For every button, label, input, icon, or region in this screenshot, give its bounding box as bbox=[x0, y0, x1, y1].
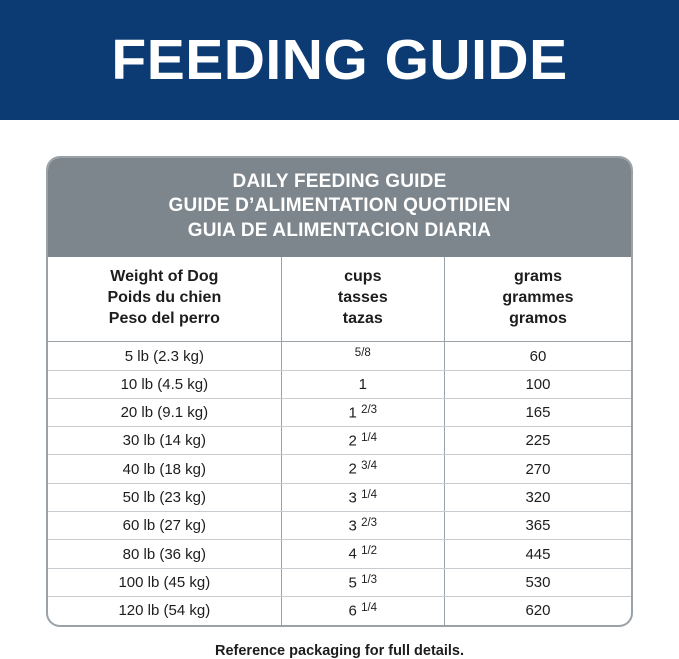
column-header-cups bbox=[281, 257, 444, 342]
cell-grams: 620 bbox=[444, 597, 631, 625]
table-row bbox=[48, 540, 631, 568]
cell-grams: 270 bbox=[444, 455, 631, 483]
cell-weight: 5 lb (2.3 kg) bbox=[48, 342, 281, 370]
cell-grams: 445 bbox=[444, 540, 631, 568]
heading-line-en: DAILY FEEDING GUIDE bbox=[232, 171, 447, 192]
cups-whole: 3 bbox=[348, 489, 357, 507]
column-header-grams-es: gramos bbox=[509, 309, 567, 327]
table-row bbox=[48, 455, 631, 483]
cups-whole: 3 bbox=[348, 517, 357, 535]
cell-grams: 225 bbox=[444, 427, 631, 455]
table-row bbox=[48, 483, 631, 511]
cell-grams: 365 bbox=[444, 512, 631, 540]
cups-whole: 1 bbox=[348, 404, 357, 422]
column-header-cups-en: cups bbox=[344, 267, 382, 285]
cell-weight: 60 lb (27 kg) bbox=[48, 512, 281, 540]
table-row bbox=[48, 427, 631, 455]
column-header-grams-en: grams bbox=[513, 267, 562, 285]
cell-grams: 60 bbox=[444, 342, 631, 370]
cell-weight: 50 lb (23 kg) bbox=[48, 483, 281, 511]
heading-line-fr: GUIDE D’ALIMENTATION QUOTIDIEN bbox=[168, 195, 511, 217]
table-row bbox=[48, 568, 631, 596]
table-head bbox=[48, 257, 631, 342]
column-header-grams-fr: grammes bbox=[502, 288, 574, 306]
cell-cups bbox=[281, 483, 444, 511]
cups-fraction: 1/3 bbox=[361, 573, 378, 586]
cups-fraction: 1/4 bbox=[361, 432, 378, 445]
column-header-grams bbox=[444, 257, 631, 342]
cups-fraction: 3/4 bbox=[361, 460, 378, 473]
column-header-weight-fr: Poids du chien bbox=[107, 288, 222, 306]
column-header-weight-es: Peso del perro bbox=[108, 309, 220, 327]
cups-whole: 5 bbox=[348, 574, 357, 592]
table-row bbox=[48, 398, 631, 426]
feeding-table bbox=[48, 257, 631, 625]
table-header-row bbox=[48, 257, 631, 342]
cups-fraction: 1/4 bbox=[361, 602, 378, 615]
column-header-cups-fr: tasses bbox=[337, 288, 388, 306]
column-header-weight bbox=[48, 257, 281, 342]
cell-cups bbox=[281, 342, 444, 370]
cell-weight: 10 lb (4.5 kg) bbox=[48, 370, 281, 398]
column-header-weight-en: Weight of Dog bbox=[110, 267, 219, 285]
cell-cups bbox=[281, 455, 444, 483]
cell-cups bbox=[281, 427, 444, 455]
table-row bbox=[48, 342, 631, 370]
cell-weight: 80 lb (36 kg) bbox=[48, 540, 281, 568]
feeding-guide-banner bbox=[0, 0, 679, 120]
cups-whole: 4 bbox=[348, 545, 357, 563]
cups-fraction: 1/2 bbox=[361, 545, 378, 558]
cell-grams: 530 bbox=[444, 568, 631, 596]
heading-line-es: GUIA DE ALIMENTACION DIARIA bbox=[187, 219, 492, 241]
cups-fraction: 1/4 bbox=[361, 488, 378, 501]
cups-fraction: 2/3 bbox=[361, 517, 378, 530]
cell-weight: 30 lb (14 kg) bbox=[48, 427, 281, 455]
cell-weight: 120 lb (54 kg) bbox=[118, 602, 211, 620]
cell-cups bbox=[281, 597, 444, 625]
table-row bbox=[48, 370, 631, 398]
cups-whole: 1 bbox=[358, 375, 367, 393]
table-row bbox=[48, 512, 631, 540]
cups-whole: 2 bbox=[348, 432, 357, 450]
table-row bbox=[48, 597, 631, 625]
cell-weight: 40 lb (18 kg) bbox=[48, 455, 281, 483]
cell-grams: 100 bbox=[444, 370, 631, 398]
cups-whole: 6 bbox=[348, 602, 357, 620]
cell-cups bbox=[281, 512, 444, 540]
cell-grams: 165 bbox=[444, 398, 631, 426]
cell-cups bbox=[281, 568, 444, 596]
table-heading bbox=[48, 158, 631, 257]
cups-fraction: 5/8 bbox=[354, 347, 371, 360]
cell-cups bbox=[281, 370, 444, 398]
page-title: FEEDING GUIDE bbox=[111, 27, 568, 92]
feeding-table-wrapper bbox=[0, 120, 679, 659]
footnote: Reference packaging for full details. bbox=[215, 642, 464, 659]
cell-cups bbox=[281, 398, 444, 426]
cell-weight: 20 lb (9.1 kg) bbox=[48, 398, 281, 426]
cups-whole: 2 bbox=[348, 460, 357, 478]
cell-weight: 100 lb (45 kg) bbox=[48, 568, 281, 596]
cell-grams: 320 bbox=[444, 483, 631, 511]
table-body bbox=[48, 342, 631, 625]
column-header-cups-es: tazas bbox=[342, 309, 383, 327]
cups-fraction: 2/3 bbox=[361, 403, 378, 416]
feeding-table-card bbox=[46, 156, 633, 627]
cell-cups bbox=[281, 540, 444, 568]
